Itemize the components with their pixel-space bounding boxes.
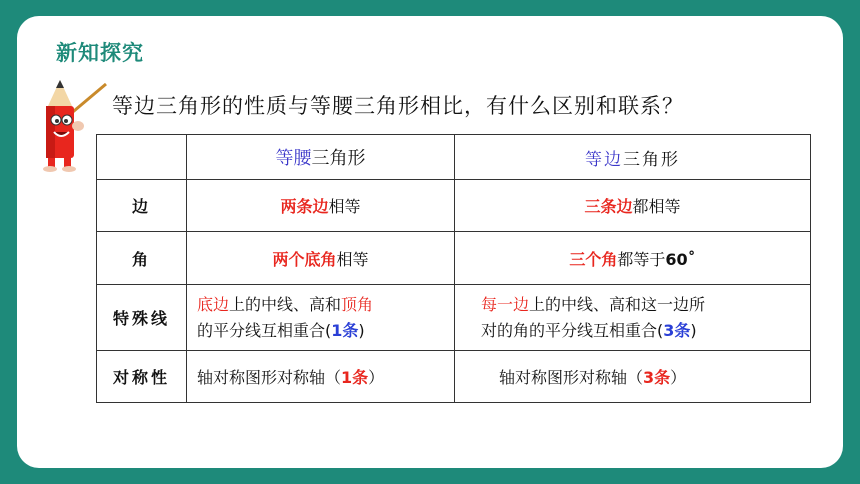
- equilateral-lines-count: 3条: [663, 320, 691, 340]
- isosceles-header-rest: 三角形: [311, 148, 366, 169]
- equilateral-angles-cell: [455, 232, 811, 285]
- isosceles-lines-count: 1条: [331, 320, 359, 340]
- equilateral-sides-cell: [455, 180, 811, 232]
- equilateral-header: [455, 135, 811, 180]
- isosceles-angles-cell: [187, 232, 455, 285]
- table-corner-cell: [97, 135, 187, 180]
- table-row-symmetry: [97, 351, 811, 403]
- isosceles-lines-close: ): [358, 320, 365, 340]
- equilateral-angles-rest: 都等于: [617, 249, 666, 269]
- row-label-special-lines: 特殊线: [97, 285, 187, 351]
- isosceles-header: [187, 135, 455, 180]
- question-text: 等边三角形的性质与等腰三角形相比，有什么区别和联系？: [112, 94, 684, 118]
- row-label-symmetry: 对称性: [97, 351, 187, 403]
- equilateral-lines-line2: 对的角的平分线互相重合(: [481, 320, 664, 340]
- table-header-row: [97, 135, 811, 180]
- isosceles-sides-rest: 相等: [328, 197, 361, 216]
- equilateral-sides-highlight: 三条边: [584, 197, 633, 216]
- isosceles-lines-highlight2: 顶角: [341, 294, 374, 314]
- equilateral-header-highlight: 等边: [585, 149, 623, 170]
- isosceles-lines-mid: 上的中线、高和: [229, 294, 342, 314]
- isosceles-symmetry-count: 1条: [341, 368, 369, 387]
- isosceles-angles-rest: 相等: [336, 249, 369, 269]
- isosceles-symmetry-text: 轴对称图形对称轴（: [197, 368, 342, 387]
- equilateral-lines-cell: [455, 285, 811, 351]
- table-row-sides: [97, 180, 811, 232]
- equilateral-lines-mid: 上的中线、高和这一边所: [529, 294, 706, 314]
- table-row-angles: [97, 232, 811, 285]
- isosceles-angles-highlight: 两个底角: [272, 249, 337, 269]
- equilateral-lines-close: ): [690, 320, 697, 340]
- isosceles-sides-highlight: 两条边: [280, 197, 329, 216]
- isosceles-header-highlight: 等腰: [275, 148, 312, 169]
- equilateral-angles-highlight: 三个角: [569, 249, 618, 269]
- equilateral-lines-highlight1: 每一边: [481, 294, 530, 314]
- equilateral-symmetry-cell: [455, 351, 811, 403]
- equilateral-header-rest: 三角形: [623, 149, 680, 170]
- row-label-sides: 边: [97, 180, 187, 232]
- equilateral-symmetry-count: 3条: [643, 368, 671, 387]
- isosceles-lines-highlight1: 底边: [197, 294, 230, 314]
- row-label-angles: 角: [97, 232, 187, 285]
- isosceles-symmetry-close: ）: [368, 368, 385, 387]
- isosceles-symmetry-cell: [187, 351, 455, 403]
- comparison-table: [96, 134, 811, 403]
- isosceles-lines-line2: 的平分线互相重合(: [197, 320, 332, 340]
- equilateral-angles-value: 60˚: [665, 249, 696, 269]
- isosceles-sides-cell: [187, 180, 455, 232]
- table-row-special-lines: [97, 285, 811, 351]
- isosceles-lines-cell: [187, 285, 455, 351]
- equilateral-sides-rest: 都相等: [632, 197, 681, 216]
- equilateral-symmetry-text: 轴对称图形对称轴（: [499, 368, 644, 387]
- section-title: 新知探究: [56, 41, 144, 65]
- equilateral-symmetry-close: ）: [670, 368, 687, 387]
